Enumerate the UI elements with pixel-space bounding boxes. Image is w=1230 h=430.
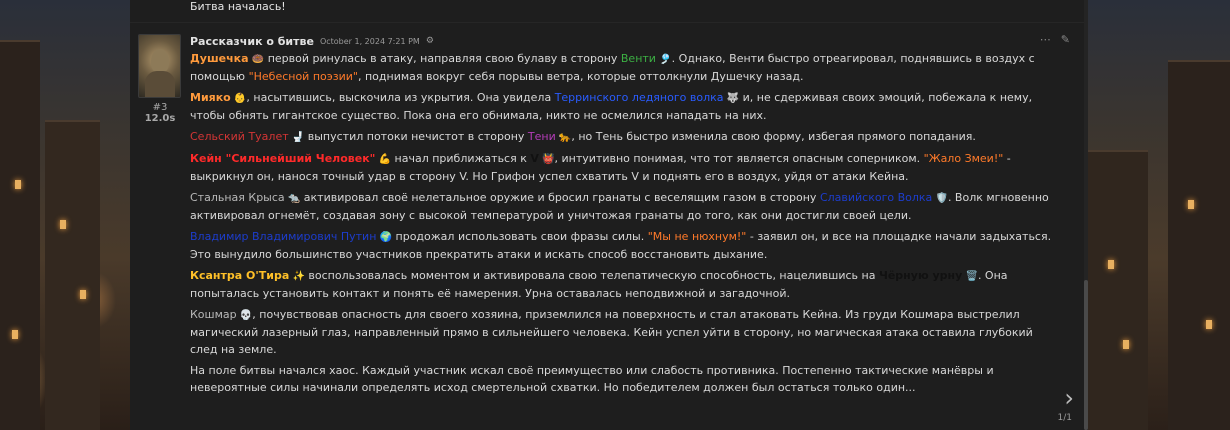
post-header xyxy=(190,33,1060,49)
generation-time: 12.0s xyxy=(144,113,176,124)
character-name: Чёрную урну xyxy=(878,269,963,282)
emoji-icon: 💀 xyxy=(236,310,253,321)
character-name: Мияко xyxy=(190,91,231,104)
emoji-icon: 🐺 xyxy=(723,93,740,104)
ai-model-icon[interactable]: ⚙ xyxy=(425,35,434,46)
text-segment: , поднимая вокруг себя порывы ветра, которые оттолкнули Душечку назад. xyxy=(358,70,804,83)
text-segment: начал приближаться к xyxy=(391,152,531,165)
edit-icon[interactable]: ✎ xyxy=(1060,33,1070,46)
emoji-icon: 🍩 xyxy=(248,54,265,65)
character-name: Тени xyxy=(527,130,556,143)
text-segment: . Однако, Венти быстро отреагировал, поднявшись в воздух с помощью xyxy=(190,52,1035,83)
character-name: Кошмар xyxy=(190,308,237,321)
post-actions xyxy=(1040,33,1070,46)
emoji-icon: ✨ xyxy=(289,271,305,282)
post-date: October 1, 2024 7:21 PM xyxy=(319,36,420,46)
character-name: Кейн "Сильнейший Человек" xyxy=(190,152,376,165)
emoji-icon: 👹 xyxy=(538,154,555,165)
text-segment: . Волк мгновенно активировал огнемёт, создавая зону с высокой температурой и уничтожая гранаты до того, как они достигли своей цели. xyxy=(190,191,1049,222)
text-segment: первой ринулась в атаку, направляя свою булаву в сторону xyxy=(264,52,621,65)
background-left-scenery xyxy=(0,0,130,430)
text-segment: активировал своё нелетальное оружие и бросил гранаты с веселящим газом в сторону xyxy=(300,191,820,204)
message-paragraph xyxy=(190,128,1060,146)
previous-message-text: Битва началась! xyxy=(190,0,286,13)
character-name: Терринского ледяного волка xyxy=(554,91,724,104)
more-icon[interactable]: ⋯ xyxy=(1039,33,1051,46)
message-paragraph xyxy=(190,89,1060,124)
background-right-scenery xyxy=(1088,0,1230,430)
message-paragraph xyxy=(190,362,1060,396)
text-segment: , почувствовав опасность для своего хозяина, приземлился на поверхность и стал атаковать Кейна. Из груди Кошмара выстрелил магический лазерный глаз, направленный прямо в сильнейшего человека. Кейн успел уйти в сторону, но магическая атака оставила глубокий след на земле. xyxy=(190,308,1033,356)
message-paragraph xyxy=(190,150,1060,185)
emoji-icon: 🐆 xyxy=(555,132,572,143)
text-segment: продожал использовать свои фразы силы. xyxy=(392,230,648,243)
text-segment: , интуитивно понимая, что тот является опасным соперником. xyxy=(554,152,924,165)
text-segment: На поле битвы начался хаос. Каждый участник искал своё преимущество или слабость противника. Постепенно тактические манёвры и невероятные силы начинали определять исход смертельной схватки. Но победителем должен был остаться только один... xyxy=(190,364,994,394)
message-body xyxy=(190,50,1060,396)
character-name: Сельский Туалет xyxy=(190,130,289,143)
message-paragraph xyxy=(190,189,1060,224)
post-number: #3 xyxy=(152,102,168,113)
text-segment: , насытившись, выскочила из укрытия. Она увидела xyxy=(246,91,555,104)
text-segment: воспользовалась моментом и активировала свою телепатическую способность, нацелившись на xyxy=(304,269,879,282)
emoji-icon: 🗑️ xyxy=(962,271,978,282)
text-segment: выпустил потоки нечистот в сторону xyxy=(304,130,528,143)
emoji-icon: 🚽 xyxy=(288,132,305,143)
character-name: Владимир Владимирович Путин xyxy=(190,230,377,243)
text-segment: , но Тень быстро изменила свою форму, избегая прямого попадания. xyxy=(571,130,976,143)
character-name: Ксантра О'Тира xyxy=(190,269,290,282)
character-name: V xyxy=(530,152,539,165)
avatar[interactable] xyxy=(138,34,181,98)
character-name: "Жало Змеи!" xyxy=(923,152,1004,165)
scrollbar-thumb[interactable] xyxy=(1084,280,1088,430)
emoji-icon: 🐀 xyxy=(284,193,301,204)
text-segment: и, не сдерживая своих эмоций, побежала к нему, чтобы обнять гигантское существо. Пока она его обнимала, никто не осмелился нападать на них. xyxy=(190,91,1033,122)
chat-panel xyxy=(130,0,1088,430)
chevron-right-icon[interactable]: › xyxy=(1064,384,1074,412)
message-paragraph xyxy=(190,306,1060,358)
post-meta-column xyxy=(138,34,182,124)
text-segment: - выкрикнул он, нанося точный удар в сторону V. Но Грифон успел схватить V и поднять его в воздух, уйдя от атаки Кейна. xyxy=(190,152,1011,183)
emoji-icon: 👶 xyxy=(230,93,247,104)
emoji-icon: 🛡️ xyxy=(932,193,948,204)
emoji-icon: 💪 xyxy=(375,154,392,165)
scrollbar[interactable] xyxy=(1084,0,1088,430)
message-post xyxy=(190,33,1060,400)
swipe-counter: 1/1 xyxy=(1057,413,1072,423)
message-paragraph xyxy=(190,228,1060,263)
character-name: "Небесной поэзии" xyxy=(248,70,358,83)
character-name: Душечка xyxy=(190,52,249,65)
character-name: "Мы не нюхнум!" xyxy=(647,230,747,243)
message-divider xyxy=(130,22,1088,23)
character-name: Стальная Крыса xyxy=(190,191,285,204)
message-paragraph xyxy=(190,50,1060,85)
text-segment: - заявил он, и все на площадке начали задыхаться. Это вынудило большинство участников прекратить атаки и искать способ восстановить дыхание. xyxy=(190,230,1052,261)
message-paragraph xyxy=(190,267,1060,302)
text-segment: . Она попыталась установить контакт и понять её намерения. Урна оставалась неподвижной и загадочной. xyxy=(190,269,1008,300)
emoji-icon: 🌍 xyxy=(376,232,393,243)
author-name[interactable]: Рассказчик о битве xyxy=(190,34,314,48)
character-name: Венти xyxy=(620,52,656,65)
emoji-icon: 🎐 xyxy=(655,54,672,65)
character-name: Славийского Волка xyxy=(819,191,933,204)
